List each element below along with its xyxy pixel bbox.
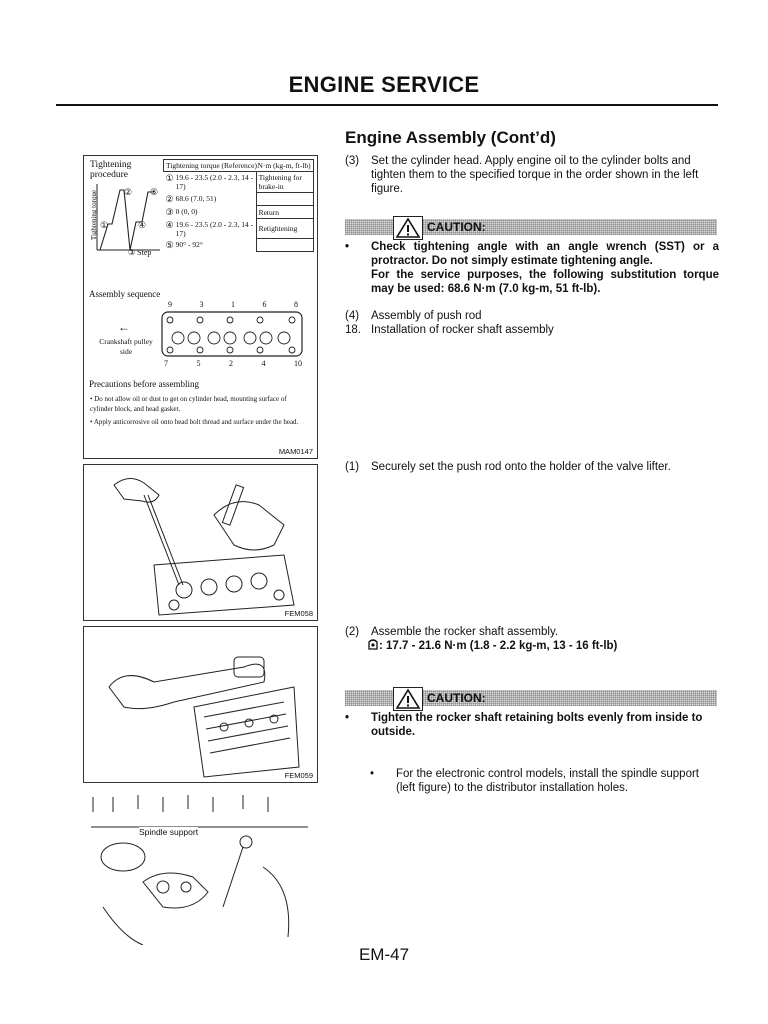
bullet: •: [345, 712, 350, 724]
step-number: (3): [345, 155, 360, 167]
cylinder-head-diagram: [160, 310, 306, 358]
step-marker: ⑤: [150, 187, 159, 197]
table-row: ⑤ 90° - 92°: [164, 239, 314, 252]
caution-label: CAUTION:: [427, 220, 486, 234]
figure-rocker-shaft: [83, 626, 318, 783]
caution-2-body: [345, 711, 719, 741]
page-header-title: ENGINE SERVICE: [288, 72, 480, 97]
precautions-title: Precautions before assembling: [89, 379, 199, 389]
arrow-left-icon: ←: [118, 320, 130, 334]
figure-code: MAM0147: [278, 447, 313, 456]
table-row: ② 68.6 (7.0, 51): [164, 193, 314, 206]
step-number: 18.: [345, 324, 361, 336]
push-rod-illustration: [84, 465, 317, 620]
torque-wrench-icon: [367, 639, 379, 650]
figure-push-rod: [83, 464, 318, 621]
figure-code: FEM059: [284, 771, 313, 780]
step-text: Assembly of push rod: [371, 310, 482, 322]
figure-spindle-support: [83, 787, 316, 945]
step-marker: ②: [124, 187, 133, 197]
figure-tightening-procedure: [83, 155, 318, 459]
table-row: ④ 19.6 - 23.5 (2.0 - 2.3, 14 - 17) Retightening: [164, 219, 314, 239]
figure-title: Tightening procedure: [90, 160, 132, 180]
step-text: Securely set the push rod onto the holder of the valve lifter.: [371, 461, 671, 473]
rocker-shaft-illustration: [84, 627, 317, 782]
header-rule: [56, 104, 718, 106]
warning-icon: [393, 687, 423, 711]
page-number: EM-47: [358, 945, 410, 964]
step-text: Assemble the rocker shaft assembly.: [371, 626, 559, 638]
precaution-item: • Do not allow oil or dust to get on cylinder head, mounting surface of cylinder block, and head gasket.: [90, 395, 287, 413]
caution-banner-1: [345, 219, 717, 235]
assembly-sequence-title: Assembly sequence: [89, 289, 161, 299]
step-marker: ①: [100, 220, 109, 230]
step-3: [345, 154, 719, 198]
step-number: (4): [345, 310, 360, 322]
spindle-support-illustration: [83, 787, 316, 945]
warning-icon: [393, 216, 423, 240]
note-text: For the electronic control models, install the spindle support (left figure) to the distributor installation holes.: [396, 768, 699, 794]
caution-text: Tighten the rocker shaft retaining bolts evenly from inside to outside.: [371, 712, 703, 738]
note-electronic-models: [370, 767, 720, 797]
step-18: [345, 323, 719, 337]
torque-table: [163, 159, 314, 252]
step-number: (2): [345, 626, 360, 638]
torque-spec: : 17.7 - 21.6 N·m (1.8 - 2.2 kg-m, 13 - 16 ft-lb): [379, 640, 618, 652]
table-row: ① 19.6 - 23.5 (2.0 - 2.3, 14 - 17) Tightening for brake-in: [164, 172, 314, 193]
step-text: Set the cylinder head. Apply engine oil to the cylinder bolts and tighten them to the specified torque in the order shown in the left figure.: [371, 155, 699, 195]
step-number: (1): [345, 461, 360, 473]
step-marker: ④: [138, 220, 147, 230]
step-label: ③ Step: [128, 248, 152, 257]
step-1: [345, 460, 719, 474]
caution-line: Check tightening angle with an angle wrench (SST) or a protractor. Do not simply estimate tightening angle.: [371, 241, 719, 267]
bolt-numbers-bottom: 7 5 2 4 10: [164, 359, 302, 368]
step-4: [345, 309, 719, 323]
table-header: Tightening torque (Reference) N·m (kg-m, ft-lb): [164, 160, 314, 172]
section-title: Engine Assembly (Cont’d): [345, 128, 556, 147]
spindle-support-label: Spindle support: [139, 827, 199, 837]
step-2: [345, 625, 719, 655]
figure-code: FEM058: [284, 609, 313, 618]
table-row: ③ 0 (0, 0) Return: [164, 206, 314, 219]
bullet: •: [345, 241, 350, 253]
caution-banner-2: [345, 690, 717, 706]
bolt-numbers-top: 9 3 1 6 8: [168, 300, 298, 309]
pulley-label: Crankshaft pulley side: [99, 337, 153, 356]
axis-label: Tightening torque: [90, 189, 98, 241]
caution-line: For the service purposes, the following substitution torque may be used: 68.6 N·m (7.0 kg-m, 51 ft-lb).: [371, 269, 719, 295]
precaution-item: • Apply anticorrosive oil onto head bolt thread and surface under the head.: [90, 418, 299, 426]
bullet: •: [370, 768, 375, 780]
step-text: Installation of rocker shaft assembly: [371, 324, 554, 336]
caution-label: CAUTION:: [427, 691, 486, 705]
